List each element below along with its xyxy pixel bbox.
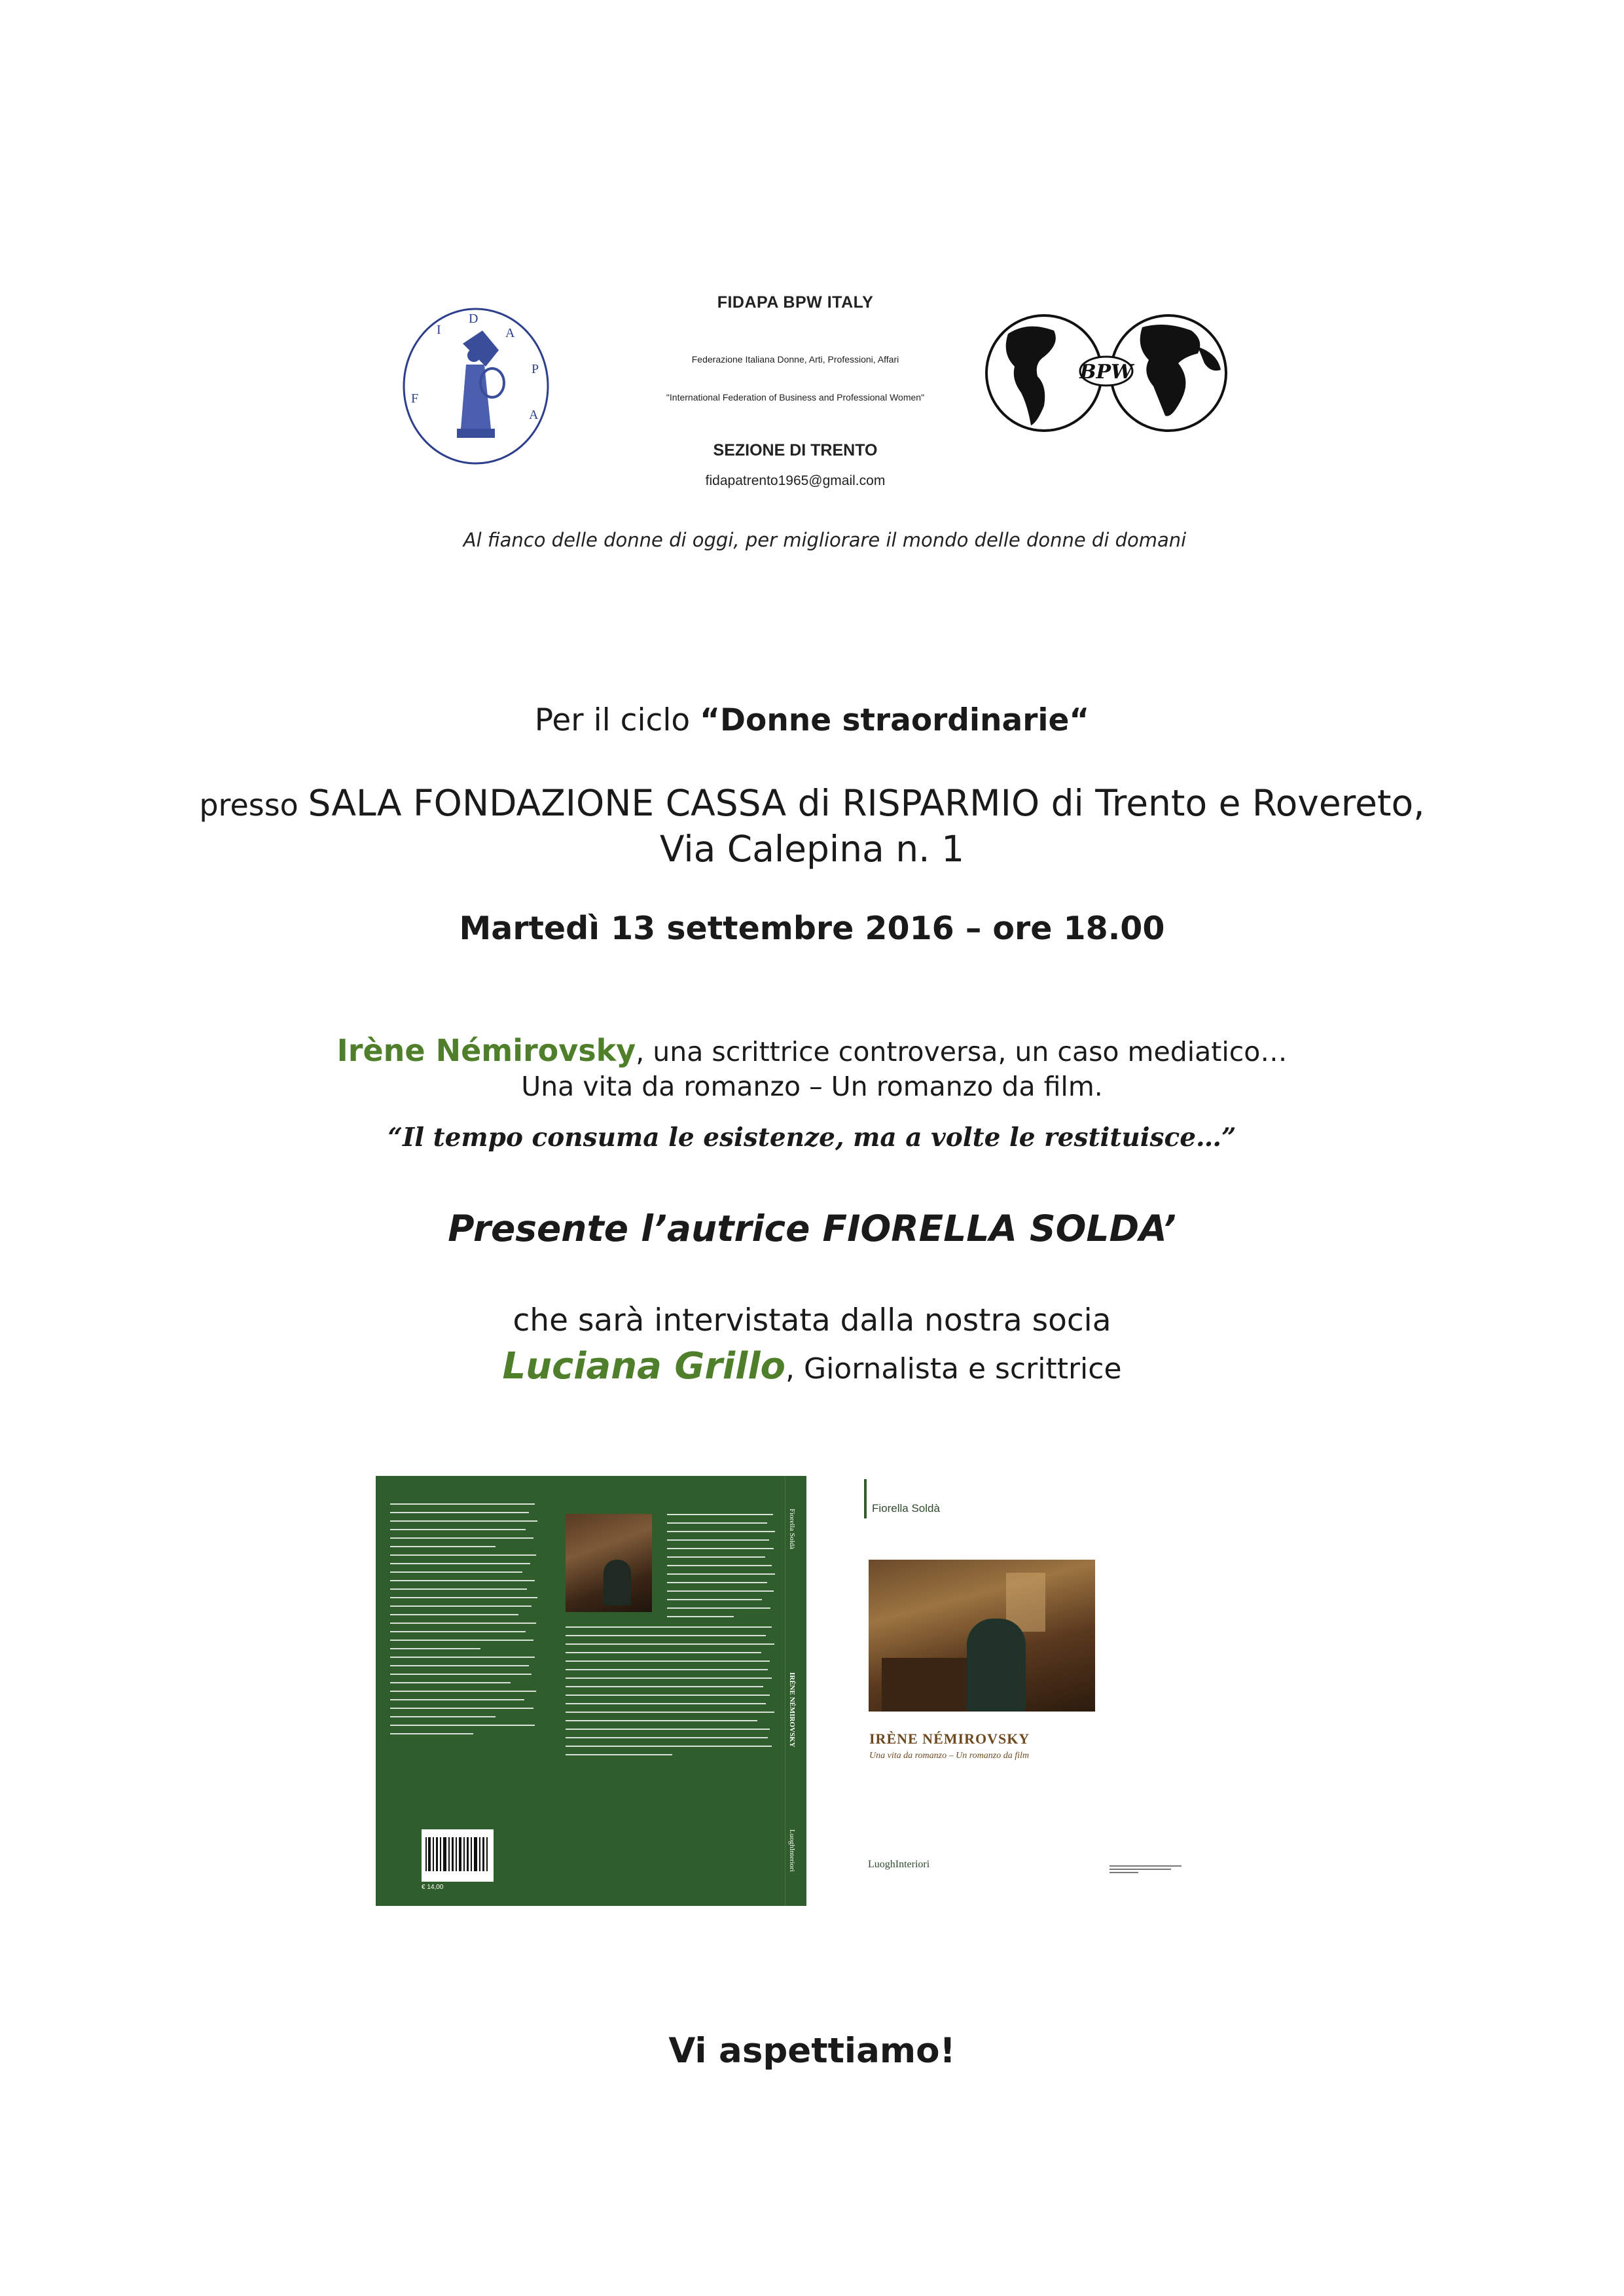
cycle-name: “Donne straordinarie“ bbox=[700, 702, 1090, 738]
org-name: FIDAPA BPW ITALY bbox=[717, 293, 874, 312]
book-front-cover bbox=[864, 1476, 1244, 1906]
org-full-name: Federazione Italiana Donne, Arti, Professioni, Affari bbox=[691, 354, 899, 365]
subject-line bbox=[98, 1033, 1526, 1068]
spine-publisher: LuoghInteriori bbox=[788, 1829, 796, 1872]
venue-prefix: presso bbox=[199, 787, 308, 823]
book-spine bbox=[785, 1476, 806, 1906]
interviewer-line bbox=[98, 1345, 1526, 1388]
author-line: Presente l’autrice FIORELLA SOLDA’ bbox=[448, 1208, 1176, 1249]
book-back-cover bbox=[376, 1476, 806, 1906]
venue-line bbox=[98, 782, 1526, 824]
venue-name: SALA FONDAZIONE CASSA di RISPARMIO di Trento e Rovereto, bbox=[308, 782, 1425, 824]
bpw-text: BPW bbox=[1079, 361, 1133, 384]
barcode bbox=[422, 1829, 494, 1882]
spine-author: Fiorella Soldà bbox=[788, 1509, 796, 1550]
motto: Al fianco delle donne di oggi, per migliorare il mondo delle donne di domani bbox=[463, 529, 1187, 551]
front-cover-author: Fiorella Soldà bbox=[872, 1502, 940, 1515]
subject-tagline: Una vita da romanzo – Un romanzo da film. bbox=[521, 1071, 1103, 1102]
svg-text:D: D bbox=[469, 312, 478, 326]
price: € 14,00 bbox=[422, 1884, 444, 1891]
front-cover-accent-bar bbox=[864, 1479, 867, 1518]
subject-name: Irène Némirovsky bbox=[336, 1033, 636, 1068]
back-cover-text-right bbox=[667, 1514, 778, 1624]
front-cover-painting bbox=[869, 1560, 1095, 1712]
email-address: fidapatrento1965@gmail.com bbox=[705, 473, 886, 488]
interview-line: che sarà intervistata dalla nostra socia bbox=[513, 1302, 1111, 1338]
interviewer-role: , Giornalista e scrittrice bbox=[785, 1352, 1122, 1386]
section-name: SEZIONE DI TRENTO bbox=[713, 441, 878, 459]
front-cover-image-credit bbox=[1110, 1863, 1182, 1875]
closing-line: Vi aspettiamo! bbox=[668, 2031, 956, 2071]
front-cover-title: IRÈNE NÉMIROVSKY bbox=[869, 1731, 1030, 1747]
back-cover-text-bottom bbox=[566, 1626, 778, 1763]
event-date-time: Martedì 13 settembre 2016 – ore 18.00 bbox=[459, 910, 1165, 947]
spine-title: IRÈNE NÉMIROVSKY bbox=[788, 1672, 796, 1748]
svg-text:F: F bbox=[411, 391, 419, 406]
cycle-prefix: Per il ciclo bbox=[534, 702, 700, 738]
cycle-line bbox=[98, 702, 1526, 738]
org-international-name: "International Federation of Business and Professional Women" bbox=[666, 392, 925, 403]
quote: “Il tempo consuma le esistenze, ma a volte le restituisce…” bbox=[388, 1122, 1236, 1153]
svg-text:I: I bbox=[437, 323, 441, 337]
venue-address: Via Calepina n. 1 bbox=[659, 828, 965, 870]
back-cover-text-left bbox=[390, 1503, 541, 1742]
svg-text:P: P bbox=[532, 362, 539, 376]
svg-text:A: A bbox=[505, 326, 515, 340]
front-cover-subtitle: Una vita da romanzo – Un romanzo da film bbox=[869, 1751, 1029, 1761]
back-cover-photo bbox=[566, 1514, 652, 1612]
fidapa-logo bbox=[401, 304, 551, 468]
front-cover-publisher: LuoghInteriori bbox=[868, 1859, 930, 1870]
svg-text:A: A bbox=[529, 408, 539, 422]
subject-description: , una scrittrice controversa, un caso mediatico… bbox=[636, 1036, 1288, 1067]
interviewer-name: Luciana Grillo bbox=[502, 1345, 785, 1388]
bpw-globe-logo bbox=[982, 308, 1231, 439]
